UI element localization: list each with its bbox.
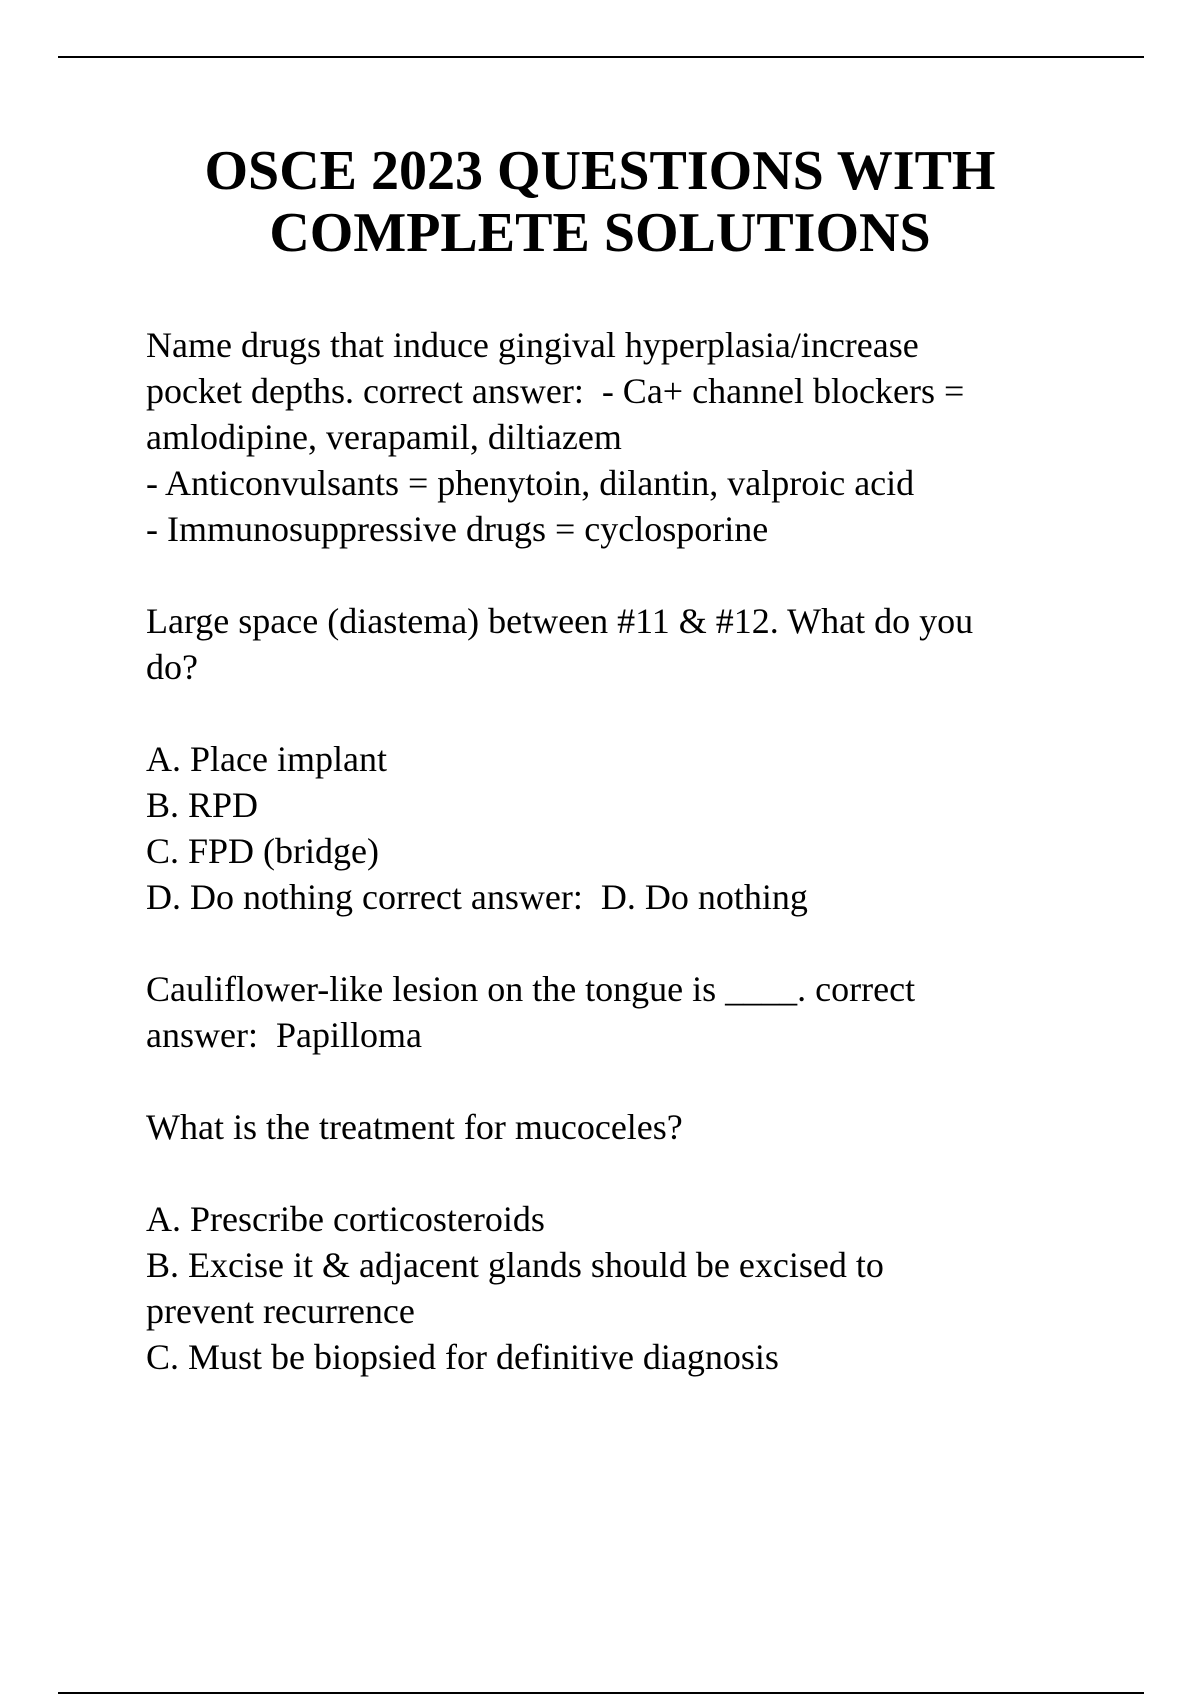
text-line: pocket depths. correct answer: - Ca+ channel blockers = <box>146 371 965 411</box>
text-line: Large space (diastema) between #11 & #12. What do you <box>146 601 974 641</box>
option-line: C. Must be biopsied for definitive diagnosis <box>146 1337 779 1377</box>
text-line: Name drugs that induce gingival hyperplasia/increase <box>146 325 919 365</box>
option-line: D. Do nothing correct answer: D. Do nothing <box>146 877 808 917</box>
question-mucoceles <box>146 1104 1096 1150</box>
option-line: A. Place implant <box>146 739 387 779</box>
text-line: - Anticonvulsants = phenytoin, dilantin, valproic acid <box>146 463 915 503</box>
question-gingival-hyperplasia <box>146 322 1096 552</box>
document-title <box>0 140 1200 264</box>
option-line: A. Prescribe corticosteroids <box>146 1199 545 1239</box>
question-cauliflower-lesion <box>146 966 1096 1058</box>
top-rule <box>58 56 1144 58</box>
text-line: answer: Papilloma <box>146 1015 422 1055</box>
text-line: What is the treatment for mucoceles? <box>146 1107 683 1147</box>
text-line: Cauliflower-like lesion on the tongue is ____. correct <box>146 969 916 1009</box>
title-line: OSCE 2023 QUESTIONS WITH <box>204 140 996 202</box>
text-line: amlodipine, verapamil, diltiazem <box>146 417 622 457</box>
option-line: B. Excise it & adjacent glands should be excised to <box>146 1245 884 1285</box>
title-line: COMPLETE SOLUTIONS <box>269 202 931 264</box>
question-diastema <box>146 598 1096 690</box>
option-line: prevent recurrence <box>146 1291 415 1331</box>
document-body <box>146 322 1096 1380</box>
text-line: - Immunosuppressive drugs = cyclosporine <box>146 509 769 549</box>
text-line: do? <box>146 647 198 687</box>
option-line: C. FPD (bridge) <box>146 831 379 871</box>
options-mucoceles <box>146 1196 1096 1380</box>
option-line: B. RPD <box>146 785 259 825</box>
options-diastema <box>146 736 1096 920</box>
bottom-rule <box>58 1692 1144 1694</box>
